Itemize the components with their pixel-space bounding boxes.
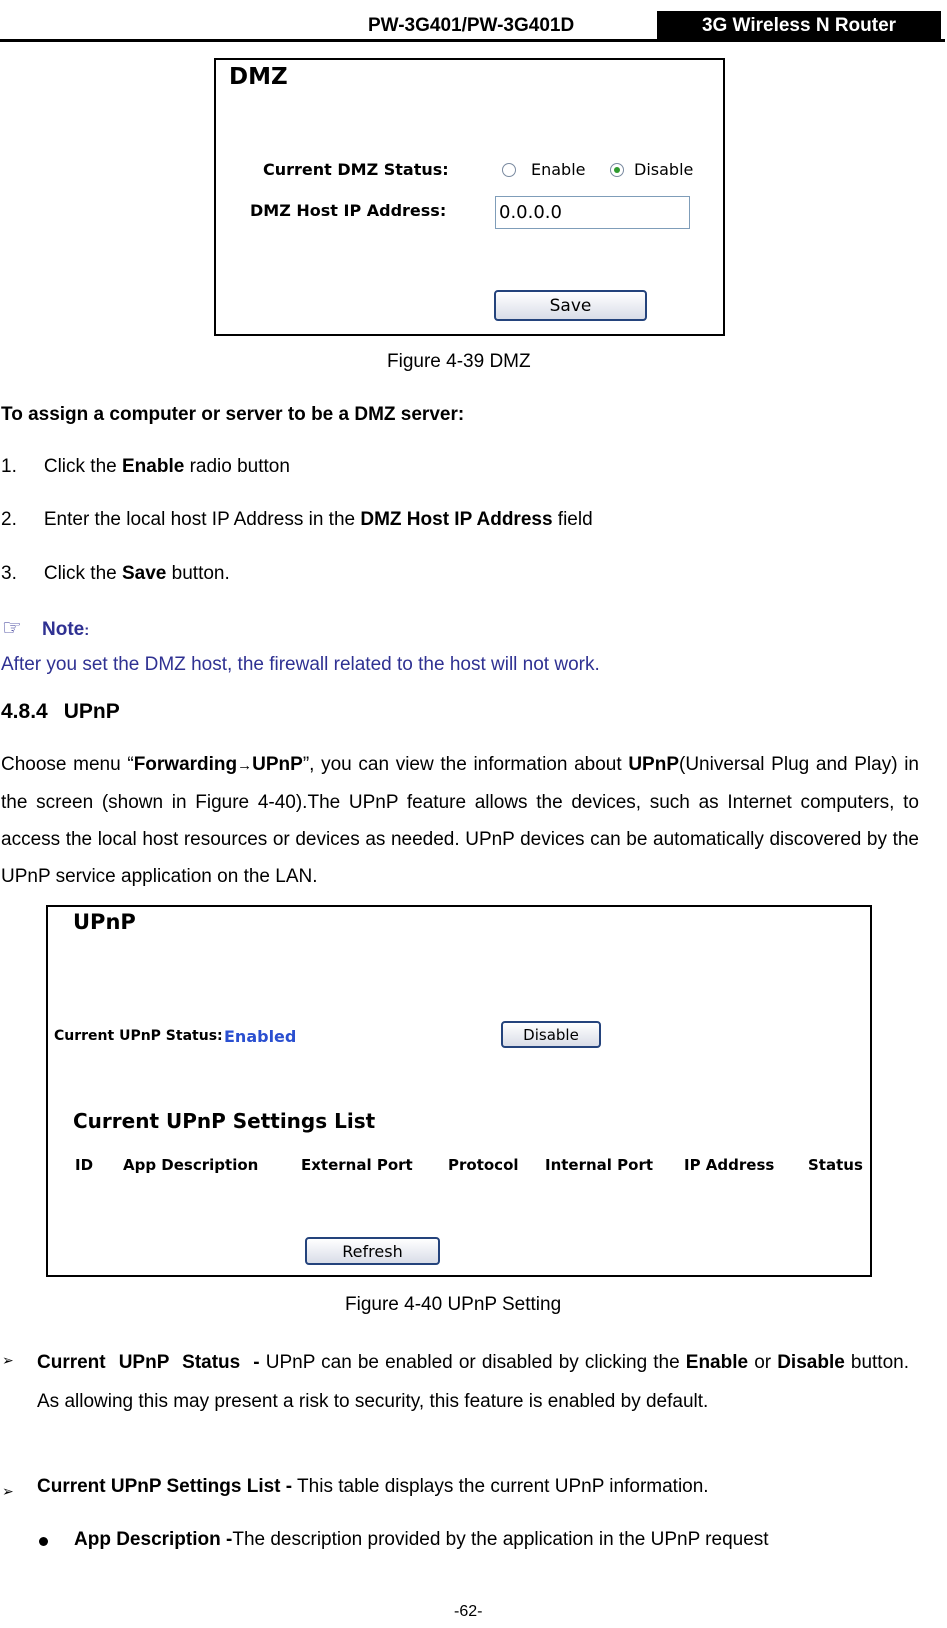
bullet-bold: Current UPnP Settings List - (37, 1476, 293, 1497)
pointing-hand-icon: ☞ (2, 616, 22, 641)
step-3 (1, 563, 230, 585)
bullet-text: The description provided by the application in the UPnP request (232, 1529, 769, 1550)
menu-arrow: → (237, 757, 253, 774)
dmz-ip-label: DMZ Host IP Address: (250, 201, 447, 220)
save-button[interactable]: Save (494, 290, 647, 321)
intro-text: (Universal Plug and Play) in the screen (shown in Figure 4-40).The UPnP feature allows the devices, such as Internet computers, to access the local host resources or devices as needed. UPnP devices can be automatically discovered by the UPnP service application on the LAN. (1, 754, 919, 887)
refresh-button[interactable]: Refresh (305, 1237, 440, 1265)
steps-title: To assign a computer or server to be a DMZ server: (1, 404, 465, 425)
step-bold: Enable (122, 456, 185, 477)
header-rule (0, 39, 945, 42)
column-header-app-description: App Description (123, 1156, 259, 1174)
enable-radio[interactable] (502, 163, 516, 177)
step-text: radio button (184, 456, 290, 477)
bullet-app-description (74, 1529, 769, 1551)
header-product-tab: 3G Wireless N Router (657, 11, 941, 39)
figure-caption-upnp: Figure 4-40 UPnP Setting (345, 1294, 562, 1315)
disable-button[interactable]: Disable (501, 1021, 601, 1048)
section-number: 4.8.4 (1, 700, 48, 723)
column-header-id: ID (75, 1156, 94, 1174)
menu-upnp: UPnP (252, 754, 303, 775)
step-number: 2. (1, 509, 17, 530)
dmz-status-label: Current DMZ Status: (263, 160, 449, 179)
intro-paragraph (1, 746, 919, 895)
column-header-external-port: External Port (301, 1156, 413, 1174)
note-text: After you set the DMZ host, the firewall related to the host will not work. (1, 654, 600, 675)
dmz-host-ip-input[interactable] (495, 196, 690, 229)
step-bold: DMZ Host IP Address (360, 509, 553, 530)
column-header-internal-port: Internal Port (545, 1156, 654, 1174)
bullet-text: button. As allowing this may present a risk to security, this feature is enabled by default. (37, 1352, 910, 1412)
column-header-ip-address: IP Address (684, 1156, 775, 1174)
intro-text: ”, you can view the information about (302, 754, 629, 775)
upnp-bold: UPnP (628, 754, 679, 775)
bullet-bold: App Description - (74, 1529, 233, 1550)
note-label: Note (42, 619, 85, 640)
dmz-title: DMZ (229, 64, 288, 90)
disable-radio-label: Disable (634, 160, 694, 179)
bullet-arrow-icon: ➢ (2, 1483, 14, 1499)
upnp-title: UPnP (73, 910, 136, 934)
bullet-bold: Current UPnP Status - (37, 1352, 260, 1373)
upnp-figure (46, 905, 872, 1277)
step-text: Enter the local host IP Address in the (43, 509, 361, 530)
step-text: Click the (43, 456, 122, 477)
page-number: -62- (454, 1603, 483, 1620)
header-model: PW-3G401/PW-3G401D (368, 15, 575, 36)
section-title: UPnP (63, 700, 120, 723)
upnp-status-label: Current UPnP Status: (54, 1028, 223, 1044)
intro-text: Choose menu “ (1, 754, 134, 775)
step-text: Click the (43, 563, 122, 584)
step-text: field (552, 509, 593, 530)
step-text: button. (166, 563, 230, 584)
bullet-current-upnp-status (37, 1343, 909, 1421)
figure-caption-dmz: Figure 4-39 DMZ (387, 351, 531, 372)
bullet-current-upnp-settings-list (37, 1476, 709, 1498)
step-2 (1, 509, 593, 531)
step-1 (1, 456, 290, 478)
dmz-figure (214, 58, 725, 336)
bullet-text: This table displays the current UPnP information. (292, 1476, 709, 1497)
bullet-dot-icon (39, 1537, 48, 1546)
section-heading (1, 700, 120, 724)
bullet-text: or (748, 1352, 778, 1373)
column-header-protocol: Protocol (448, 1156, 519, 1174)
note-heading (2, 616, 89, 641)
bullet-bold: Disable (777, 1352, 845, 1373)
settings-list-title: Current UPnP Settings List (73, 1109, 376, 1133)
step-number: 1. (1, 456, 17, 477)
enable-radio-label: Enable (531, 160, 586, 179)
step-bold: Save (122, 563, 167, 584)
note-colon: : (84, 622, 90, 639)
bullet-text: UPnP can be enabled or disabled by clicking the (259, 1352, 686, 1373)
disable-radio[interactable] (610, 163, 624, 177)
bullet-arrow-icon: ➢ (2, 1352, 14, 1368)
column-header-status: Status (808, 1156, 863, 1174)
menu-forwarding: Forwarding (133, 754, 238, 775)
step-number: 3. (1, 563, 17, 584)
bullet-bold: Enable (685, 1352, 749, 1373)
upnp-status-value: Enabled (224, 1027, 297, 1046)
